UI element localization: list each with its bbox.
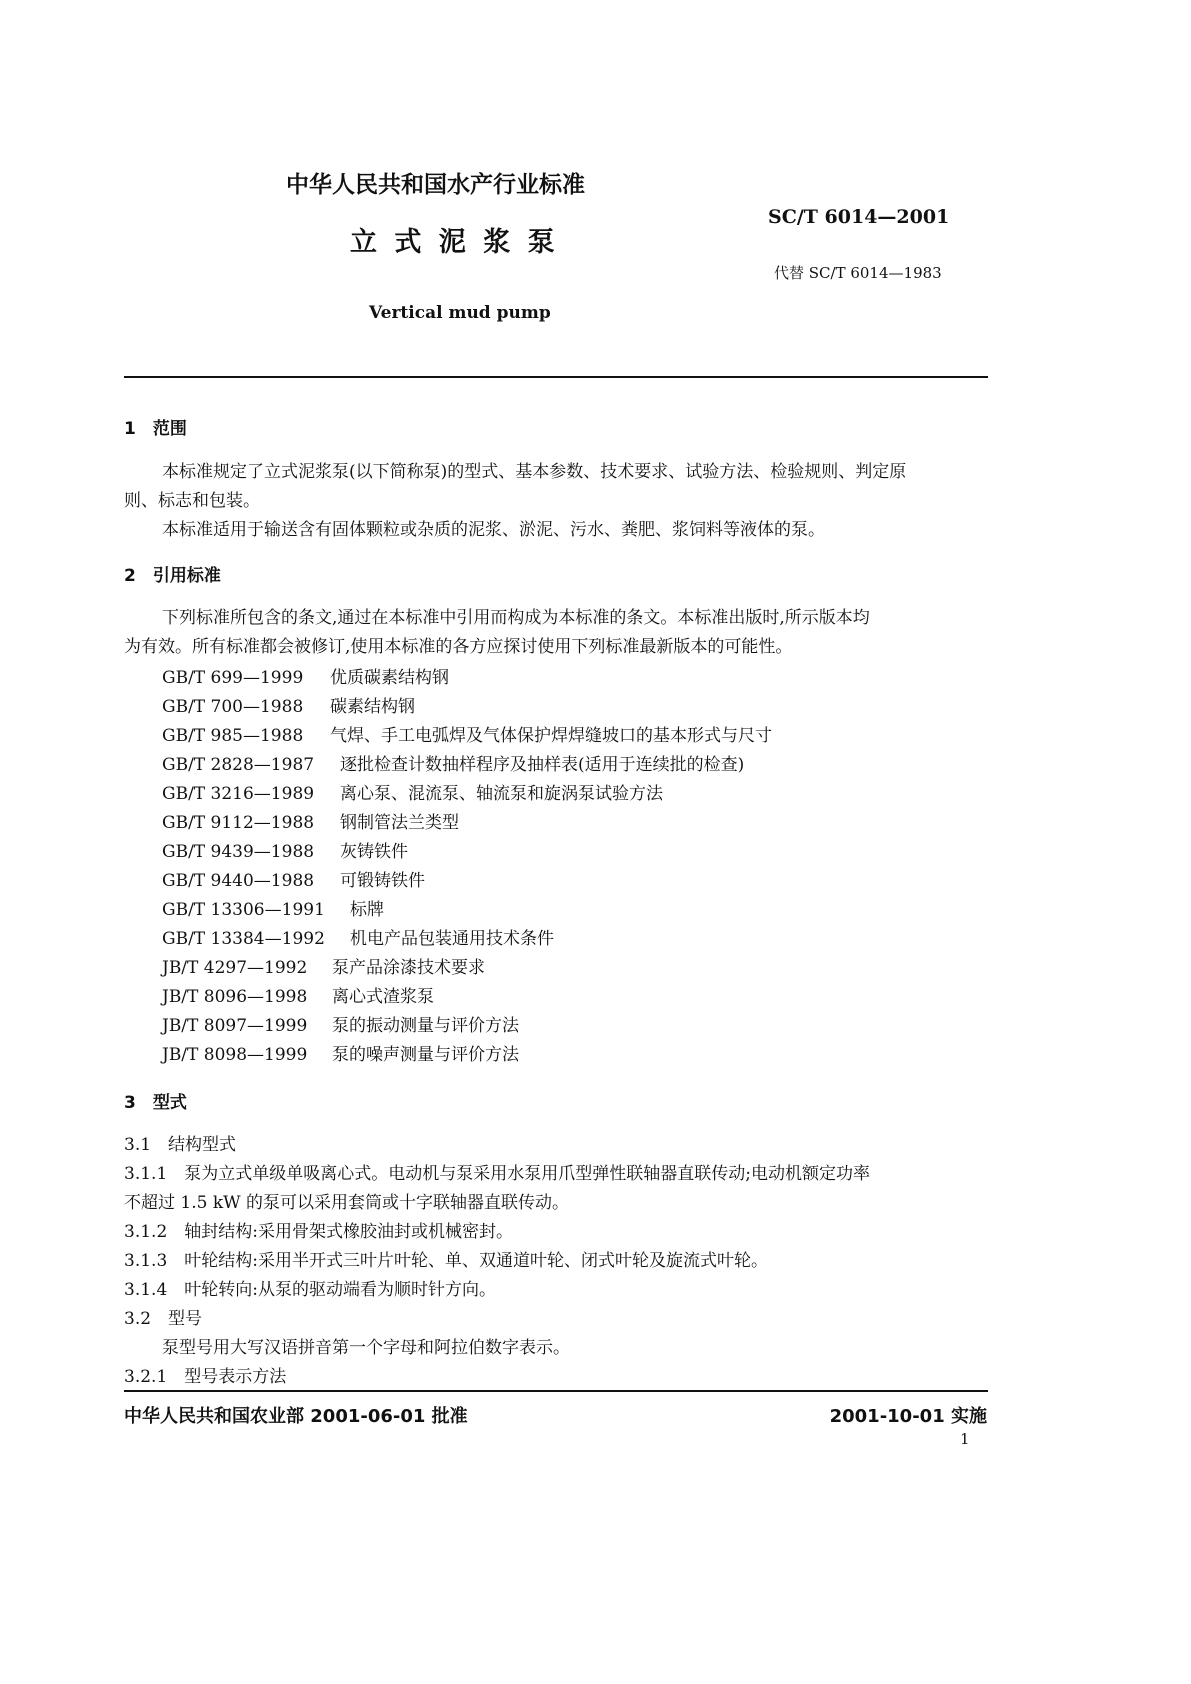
reference-code: JB/T 8096—1998	[162, 987, 308, 1007]
footer-rule	[124, 1390, 988, 1392]
reference-item	[162, 663, 449, 688]
title-cn: 立 式 泥 浆 泵	[350, 227, 559, 258]
reference-code: GB/T 9439—1988	[162, 842, 315, 862]
section-1-heading: 1 范围	[124, 419, 187, 439]
section-3-2-text: 泵型号用大写汉语拼音第一个字母和阿拉伯数字表示。	[162, 1338, 570, 1358]
section-3-1-2: 3.1.2 轴封结构:采用骨架式橡胶油封或机械密封。	[124, 1222, 513, 1242]
section-3-1-1-line-2: 不超过 1.5 kW 的泵可以采用套筒或十字联轴器直联传动。	[124, 1193, 570, 1213]
reference-code: JB/T 8097—1999	[162, 1016, 308, 1036]
reference-item	[162, 808, 459, 833]
section-1-para-1-line-1: 本标准规定了立式泥浆泵(以下简称泵)的型式、基本参数、技术要求、试验方法、检验规则、判定原	[162, 462, 907, 482]
issuer: 中华人民共和国水产行业标准	[286, 172, 585, 198]
reference-title: 机电产品包装通用技术条件	[350, 929, 554, 949]
reference-item	[162, 953, 485, 978]
reference-item	[162, 1040, 519, 1065]
page-number: 1	[960, 1430, 970, 1448]
reference-title: 优质碳素结构钢	[330, 668, 449, 688]
reference-title: 泵的振动测量与评价方法	[332, 1016, 519, 1036]
reference-title: 灰铸铁件	[340, 842, 408, 862]
reference-title: 逐批检查计数抽样程序及抽样表(适用于连续批的检查)	[340, 755, 745, 775]
reference-item	[162, 895, 384, 920]
section-3-1-3: 3.1.3 叶轮结构:采用半开式三叶片叶轮、单、双通道叶轮、闭式叶轮及旋流式叶轮。	[124, 1251, 768, 1271]
reference-title: 碳素结构钢	[330, 697, 415, 717]
reference-item	[162, 866, 425, 891]
reference-title: 钢制管法兰类型	[340, 813, 459, 833]
effective-date: 2001-10-01 实施	[829, 1406, 987, 1427]
reference-item	[162, 837, 408, 862]
reference-code: GB/T 700—1988	[162, 697, 304, 717]
section-2-heading: 2 引用标准	[124, 566, 221, 586]
reference-item	[162, 924, 554, 949]
section-3-1-4: 3.1.4 叶轮转向:从泵的驱动端看为顺时针方向。	[124, 1280, 496, 1300]
reference-item	[162, 721, 772, 746]
reference-code: GB/T 3216—1989	[162, 784, 315, 804]
approval-line: 中华人民共和国农业部 2001-06-01 批准	[124, 1406, 468, 1427]
reference-code: GB/T 985—1988	[162, 726, 304, 746]
section-2-intro-line-1: 下列标准所包含的条文,通过在本标准中引用而构成为本标准的条文。本标准出版时,所示版本均	[162, 608, 870, 628]
reference-title: 泵产品涂漆技术要求	[332, 958, 485, 978]
section-1-para-2: 本标准适用于输送含有固体颗粒或杂质的泥浆、淤泥、污水、粪肥、浆饲料等液体的泵。	[162, 520, 825, 540]
section-1-para-1-line-2: 则、标志和包装。	[124, 491, 260, 511]
reference-title: 离心泵、混流泵、轴流泵和旋涡泵试验方法	[340, 784, 663, 804]
reference-code: GB/T 9440—1988	[162, 871, 315, 891]
reference-item	[162, 1011, 519, 1036]
reference-code: GB/T 13306—1991	[162, 900, 325, 920]
reference-code: GB/T 2828—1987	[162, 755, 315, 775]
reference-title: 泵的噪声测量与评价方法	[332, 1045, 519, 1065]
section-3-1-1-line-1: 3.1.1 泵为立式单级单吸离心式。电动机与泵采用水泵用爪型弹性联轴器直联传动;电动机额定功率	[124, 1164, 870, 1184]
title-en: Vertical mud pump	[369, 303, 551, 323]
section-3-heading: 3 型式	[124, 1093, 187, 1113]
reference-title: 离心式渣浆泵	[332, 987, 434, 1007]
reference-code: GB/T 699—1999	[162, 668, 304, 688]
header-rule	[124, 376, 988, 378]
section-3-2-1-heading: 3.2.1 型号表示方法	[124, 1367, 287, 1387]
reference-item	[162, 692, 415, 717]
reference-title: 可锻铸铁件	[340, 871, 425, 891]
reference-item	[162, 779, 663, 804]
section-3-1-heading: 3.1 结构型式	[124, 1135, 237, 1155]
reference-code: GB/T 9112—1988	[162, 813, 315, 833]
reference-item	[162, 982, 434, 1007]
reference-code: GB/T 13384—1992	[162, 929, 325, 949]
reference-code: JB/T 8098—1999	[162, 1045, 308, 1065]
standard-code: SC/T 6014—2001	[768, 206, 950, 228]
reference-code: JB/T 4297—1992	[162, 958, 308, 978]
reference-title: 标牌	[350, 900, 384, 920]
reference-item	[162, 750, 744, 775]
section-3-2-heading: 3.2 型号	[124, 1309, 203, 1329]
replaces-code: 代替 SC/T 6014—1983	[774, 264, 942, 282]
section-2-intro-line-2: 为有效。所有标准都会被修订,使用本标准的各方应探讨使用下列标准最新版本的可能性。	[124, 637, 793, 657]
reference-title: 气焊、手工电弧焊及气体保护焊焊缝坡口的基本形式与尺寸	[330, 726, 772, 746]
